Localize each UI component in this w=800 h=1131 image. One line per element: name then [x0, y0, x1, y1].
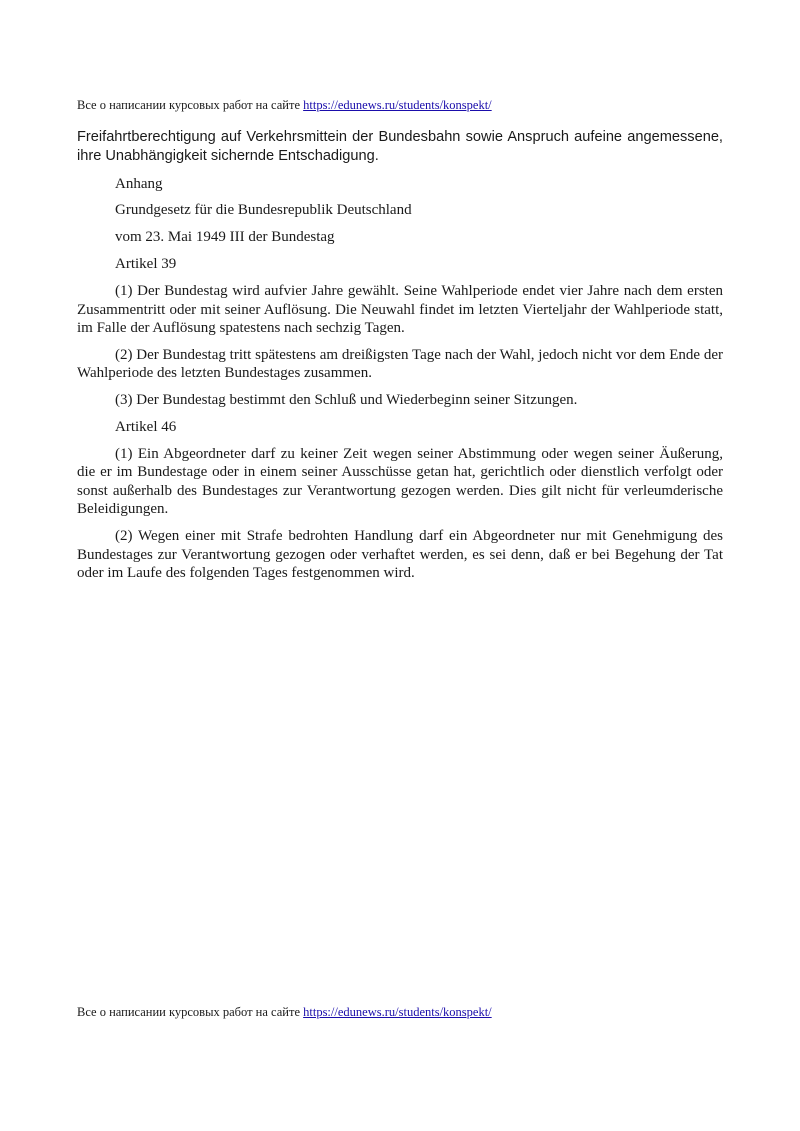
page-header [77, 97, 492, 113]
article-39-paragraph-1: (1) Der Bundestag wird aufvier Jahre gewählt. Seine Wahlperiode endet vier Jahre nach dem ersten Zusammentritt oder mit seiner Auflösung. Die Neuwahl findet im letzten Vierteljahr der Wahlperiode statt, im Falle der Auflösung spatestens nach sechzig Tagen. [77, 283, 723, 336]
header-link[interactable]: https://edunews.ru/students/konspekt/ [303, 98, 492, 112]
article-46-paragraph-1: (1) Ein Abgeordneter darf zu keiner Zeit wegen seiner Abstimmung oder wegen seiner Äußerung, die er im Bundestage oder in einem seiner Ausschüsse getan hat, gerichtlich oder dienstlich verfolgt oder sonst außerhalb des Bundestages zur Verantwortung gezogen werden. Dies gilt nicht für verleumderische Beleidigungen. [77, 445, 723, 518]
article-39-heading: Artikel 39 [115, 256, 177, 273]
article-39-paragraph-2: (2) Der Bundestag tritt spätestens am dreißigsten Tage nach der Wahl, jedoch nicht vor dem Ende der Wahlperiode des letzten Bundestages zusammen. [77, 346, 723, 382]
header-text: Все о написании курсовых работ на сайте [77, 98, 304, 112]
article-46-heading: Artikel 46 [115, 419, 177, 436]
document-body [77, 128, 723, 591]
footer-link[interactable]: https://edunews.ru/students/konspekt/ [303, 1005, 492, 1019]
page-footer [77, 1004, 492, 1020]
paragraph-intro: Freifahrtberechtigung auf Verkehrsmittein der Bundesbahn sowie Anspruch aufeine angemessene, ihre Unabhängigkeit sichernde Entschadigung. [77, 129, 723, 164]
law-date: vom 23. Mai 1949 III der Bundestag [115, 229, 335, 246]
article-46-paragraph-2: (2) Wegen einer mit Strafe bedrohten Handlung darf ein Abgeordneter nur mit Genehmigung des Bundestages zur Verantwortung gezogen oder verhaftet werden, es sei denn, daß er bei Begehung der Tat oder im Laufe des folgenden Tages festgenommen wird. [77, 528, 723, 581]
footer-text: Все о написании курсовых работ на сайте [77, 1005, 304, 1019]
law-title: Grundgesetz für die Bundesrepublik Deutschland [115, 202, 412, 219]
appendix-heading: Anhang [115, 175, 163, 192]
article-39-paragraph-3: (3) Der Bundestag bestimmt den Schluß und Wiederbeginn seiner Sitzungen. [115, 392, 578, 409]
